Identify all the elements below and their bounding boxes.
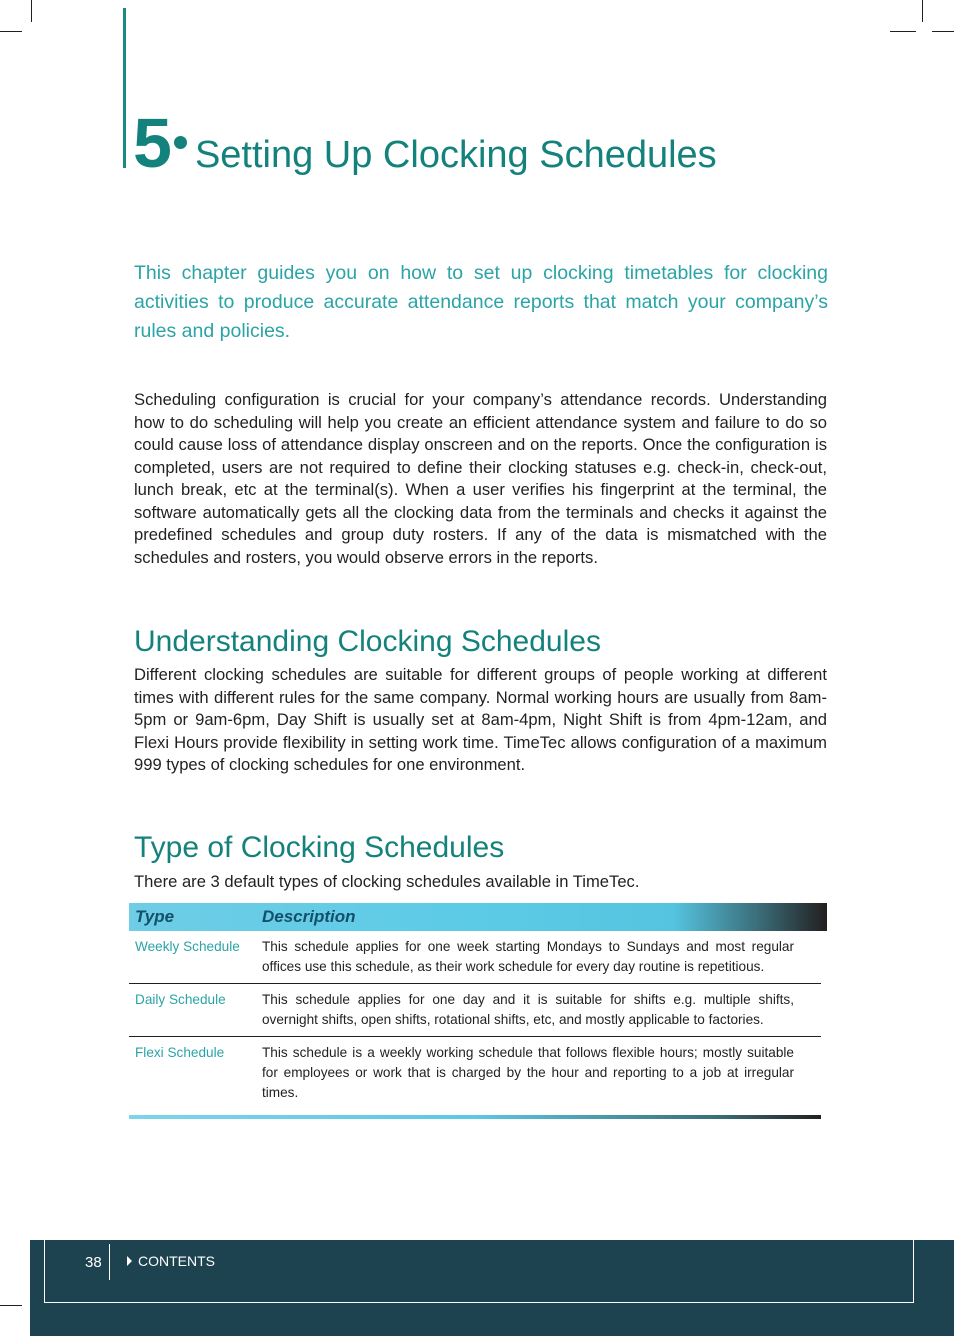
section-heading-understanding: Understanding Clocking Schedules: [134, 625, 601, 658]
contents-link[interactable]: [127, 1253, 215, 1269]
page-footer: [30, 1240, 954, 1336]
description-cell: This schedule applies for one day and it is suitable for shifts e.g. multiple shifts, overnight shifts, open shifts, rotational shifts, etc, and mostly applicable to factories.: [262, 992, 794, 1027]
crop-mark: [0, 31, 22, 32]
section-heading-types: Type of Clocking Schedules: [134, 831, 505, 864]
type-cell: Daily Schedule: [135, 992, 226, 1007]
table-row: [129, 984, 821, 1037]
header-type: Type: [135, 907, 175, 926]
type-cell: Weekly Schedule: [135, 939, 240, 954]
crop-mark: [922, 0, 923, 22]
page-number: 38: [85, 1254, 102, 1271]
chapter-accent-bar: [123, 8, 126, 168]
table-header: [129, 903, 827, 931]
schedule-types-table: [129, 903, 827, 1119]
footer-frame: [44, 1240, 914, 1303]
chapter-heading: [133, 104, 717, 182]
contents-label: CONTENTS: [138, 1253, 215, 1269]
crop-mark: [31, 0, 32, 22]
bullet-icon: [174, 136, 187, 149]
chapter-number: 5: [133, 104, 172, 182]
paragraph-types: There are 3 default types of clocking schedules available in TimeTec.: [134, 872, 640, 891]
description-cell: This schedule is a weekly working schedule that follows flexible hours; mostly suitable for employees or work that is charged by the hour and reporting to a job at irregular times.: [262, 1045, 794, 1100]
caret-right-icon: [127, 1256, 132, 1266]
description-cell: This schedule applies for one week starting Mondays to Sundays and most regular offices use this schedule, as their work schedule for every day routine is repetitious.: [262, 939, 794, 974]
header-description: Description: [262, 907, 356, 926]
table-row: [129, 931, 821, 984]
type-cell: Flexi Schedule: [135, 1045, 225, 1060]
table-footer-rule: [129, 1115, 821, 1119]
footer-divider: [109, 1244, 110, 1280]
paragraph-scheduling: Scheduling configuration is crucial for your company’s attendance records. Understanding how to do scheduling will help you create an efficient attendance system and failure to do so could cause loss of attendance display onscreen and on the reports. Once the configuration is completed, users are not required to define their clocking statuses e.g. check-in, check-out, lunch break, etc at the terminal(s). When a user verifies his fingerprint at the terminal, the software automatically gets all the clocking data from the terminals and checks it against the predefined schedules and group duty rosters. If any of the data is mismatched with the schedules and rosters, you would observe errors in the reports.: [134, 390, 827, 567]
crop-mark: [0, 1305, 22, 1306]
crop-mark: [890, 31, 916, 32]
crop-mark: [932, 31, 954, 32]
table-row: [129, 1037, 821, 1109]
paragraph-understanding: Different clocking schedules are suitable for different groups of people working at different times with different rules for the same company. Normal working hours are usually from 8am-5pm or 9am-6pm, Day Shift is usually set at 8am-4pm, Night Shift is from 4pm-12am, and Flexi Hours provide flexibility in setting work time. TimeTec allows configuration of a maximum 999 types of clocking schedules for one environment.: [134, 665, 827, 774]
chapter-title: Setting Up Clocking Schedules: [194, 134, 717, 176]
chapter-intro: This chapter guides you on how to set up clocking timetables for clocking activities to produce accurate attendance reports that match your company’s rules and policies.: [134, 262, 828, 342]
